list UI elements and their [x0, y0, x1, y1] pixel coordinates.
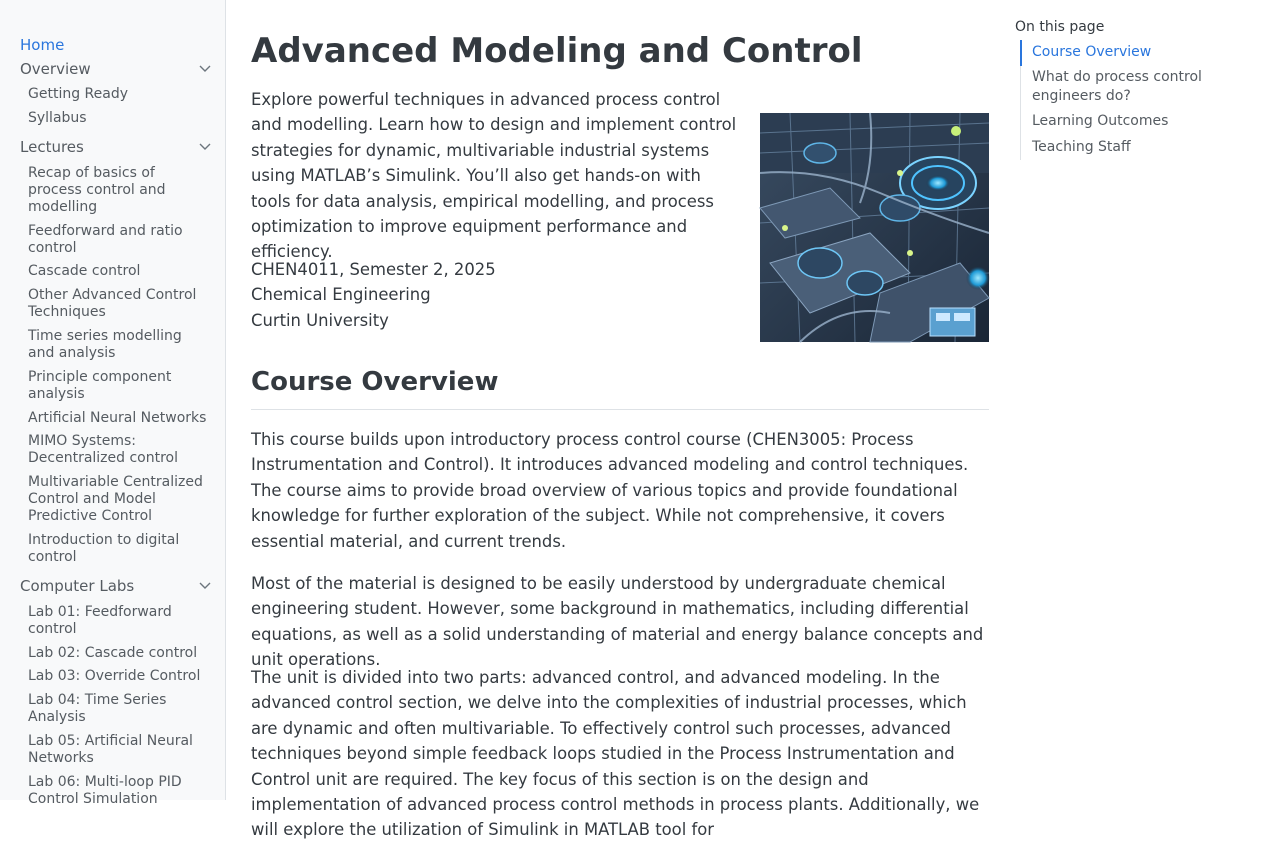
- sidebar-section-lectures[interactable]: [20, 138, 212, 156]
- toc-active-indicator: [1020, 40, 1022, 66]
- toc-item-course-overview[interactable]: Course Overview: [1032, 44, 1152, 60]
- toc-item-learning-outcomes[interactable]: Learning Outcomes: [1032, 113, 1169, 129]
- sidebar-item-lecture[interactable]: Other Advanced Control Techniques: [28, 287, 197, 320]
- sidebar-item-lab[interactable]: Lab 01: Feedforward control: [28, 604, 172, 637]
- sidebar-item-lab[interactable]: Lab 04: Time Series Analysis: [28, 692, 167, 725]
- overview-paragraph: This course builds upon introductory process control course (CHEN3005: Process Instrumentation and Control). It introduces advanced modeling and control techniques. The course aims to provide broad overview of various topics and provide foundational knowledge for further exploration of the subject. While not comprehensive, it covers essential material, and current trends.: [251, 430, 969, 551]
- chevron-down-icon[interactable]: [198, 139, 212, 153]
- sidebar-item-lecture[interactable]: Multivariable Centralized Control and Model Predictive Control: [28, 474, 203, 524]
- section-heading-course-overview: Course Overview: [251, 363, 989, 410]
- industrial-plant-illustration: [760, 113, 989, 342]
- sidebar-item-lecture[interactable]: Artificial Neural Networks: [28, 410, 207, 426]
- intro-paragraph: Explore powerful techniques in advanced process control and modelling. Learn how to design and implement control strategies for dynamic, multivariable industrial systems using MATLAB’s Simulink. You’ll also get hands-on with tools for data analysis, empirical modelling, and process optimization to improve equipment performance and efficiency.: [251, 90, 737, 262]
- sidebar-item-lab[interactable]: Lab 05: Artificial Neural Networks: [28, 733, 193, 766]
- chevron-down-icon[interactable]: [198, 578, 212, 592]
- sidebar-item-lecture[interactable]: Principle component analysis: [28, 369, 172, 402]
- page-title: Advanced Modeling and Control: [251, 31, 863, 71]
- course-info: [251, 257, 496, 333]
- table-of-contents: [1020, 40, 1220, 160]
- toc-item-what-do-engineers-do[interactable]: What do process control engineers do?: [1032, 69, 1202, 104]
- sidebar: [0, 0, 226, 807]
- sidebar-item-lecture[interactable]: Introduction to digital control: [28, 532, 180, 565]
- toc-title: On this page: [1015, 19, 1105, 35]
- sidebar-item-lecture[interactable]: Cascade control: [28, 263, 141, 279]
- sidebar-section-label: Computer Labs: [20, 577, 135, 595]
- sidebar-section-overview[interactable]: [20, 60, 212, 78]
- sidebar-section-label: Lectures: [20, 138, 84, 156]
- department: Chemical Engineering: [251, 285, 431, 305]
- sidebar-item-lecture[interactable]: MIMO Systems: Decentralized control: [28, 433, 179, 466]
- sidebar-item-lab[interactable]: Lab 03: Override Control: [28, 668, 201, 684]
- toc-item-teaching-staff[interactable]: Teaching Staff: [1032, 139, 1131, 155]
- main-content: [251, 0, 989, 840]
- overview-paragraph: The unit is divided into two parts: advanced control, and advanced modeling. In the advanced control section, we delve into the complexities of industrial processes, which are dynamic and often multivariable. To effectively control such processes, advanced techniques beyond simple feedback loops studied in the Process Instrumentation and Control unit are required. The key focus of this section is on the design and implementation of advanced process control methods in process plants. Additionally, we will explore the utilization of Simulink in MATLAB tool for: [251, 668, 980, 840]
- industrial-plant-image: [760, 113, 989, 342]
- sidebar-item-lab[interactable]: Lab 06: Multi-loop PID Control Simulation: [28, 774, 182, 807]
- sidebar-item-home[interactable]: Home: [20, 36, 65, 54]
- university: Curtin University: [251, 310, 389, 330]
- sidebar-section-computer-labs[interactable]: [20, 577, 212, 595]
- overview-paragraph: Most of the material is designed to be easily understood by undergraduate chemical engineering student. However, some background in mathematics, including differential equations, as well as a solid understanding of material and energy balance concepts and unit operations.: [251, 574, 984, 670]
- sidebar-item-getting-ready[interactable]: Getting Ready: [28, 86, 129, 102]
- sidebar-item-lab[interactable]: Lab 02: Cascade control: [28, 645, 198, 661]
- course-code: CHEN4011, Semester 2, 2025: [251, 260, 496, 279]
- sidebar-item-lecture[interactable]: Recap of basics of process control and modelling: [28, 165, 166, 215]
- sidebar-section-label: Overview: [20, 60, 91, 78]
- sidebar-item-lecture[interactable]: Time series modelling and analysis: [28, 328, 182, 361]
- chevron-down-icon[interactable]: [198, 61, 212, 75]
- sidebar-item-lecture[interactable]: Feedforward and ratio control: [28, 223, 183, 256]
- sidebar-item-syllabus[interactable]: Syllabus: [28, 110, 87, 126]
